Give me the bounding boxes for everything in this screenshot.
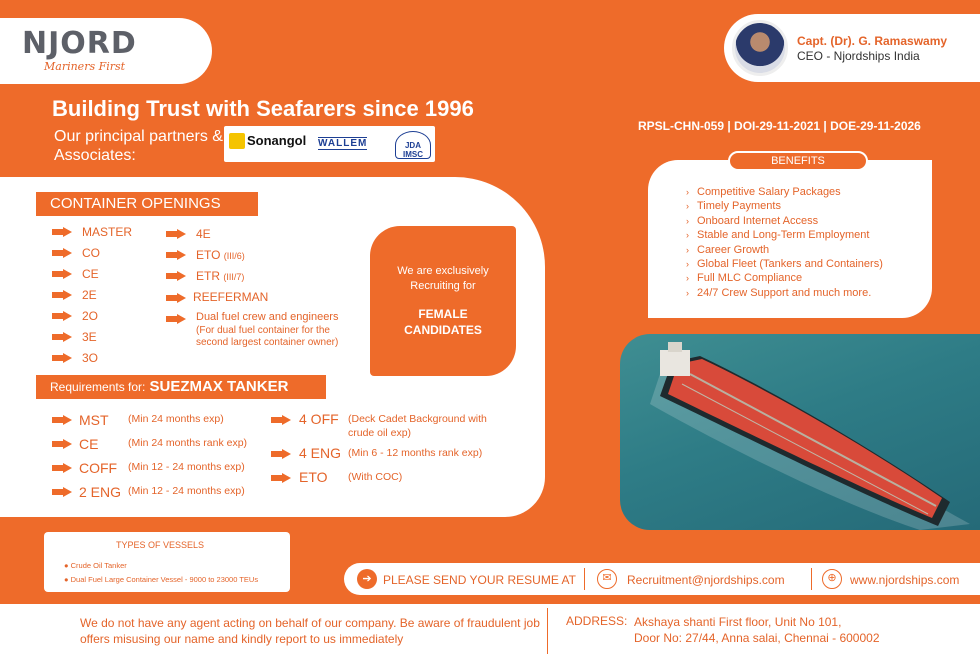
position-label: 2E xyxy=(82,288,97,302)
chevron-right-icon: › xyxy=(686,201,689,212)
position-label: COFF xyxy=(79,460,118,476)
arrow-right-icon xyxy=(52,227,72,237)
chevron-right-icon: › xyxy=(686,187,689,197)
address: Akshaya shanti First floor, Unit No 101, Door No: 27/44, Anna salai, Chennai - 600002 xyxy=(634,615,880,645)
arrow-circle-icon: ➔ xyxy=(357,569,377,589)
address-label: ADDRESS: xyxy=(566,614,628,628)
sonangol-logo: Sonangol xyxy=(247,133,307,148)
ceo-name: Capt. (Dr). G. Ramaswamy xyxy=(797,34,948,48)
tanker-ship-image xyxy=(620,334,980,530)
tanker-requirements-title: Requirements for: SUEZMAX TANKER xyxy=(36,375,326,399)
chevron-right-icon: › xyxy=(686,287,689,298)
position-note: (Min 24 months rank exp) xyxy=(128,437,248,449)
position-note: crude oil exp) xyxy=(348,427,412,439)
arrow-right-icon xyxy=(271,449,291,459)
chevron-right-icon: › xyxy=(686,244,689,255)
divider xyxy=(547,608,548,654)
arrow-right-icon xyxy=(52,463,72,473)
position-label: ETO (III/6) xyxy=(196,248,245,262)
arrow-right-icon xyxy=(52,290,72,300)
arrow-right-icon xyxy=(271,415,291,425)
position-label: 3O xyxy=(82,351,99,365)
arrow-right-icon xyxy=(52,332,72,342)
wallem-logo: WALLEM xyxy=(318,138,368,149)
position-note: (Deck Cadet Background with xyxy=(348,413,487,425)
position-label: Dual fuel crew and engineers xyxy=(196,311,339,323)
list-item: › Timely Payments xyxy=(686,200,781,213)
position-note: (Min 12 - 24 months exp) xyxy=(128,461,245,473)
arrow-right-icon xyxy=(166,229,186,239)
arrow-right-icon xyxy=(52,311,72,321)
list-item: › Competitive Salary Packages xyxy=(686,186,841,198)
arrow-right-icon xyxy=(52,248,72,258)
company-logo: NJORD xyxy=(22,26,137,61)
list-item: ● Dual Fuel Large Container Vessel - 9000 to 23000 TEUs xyxy=(64,575,259,584)
position-label: 4E xyxy=(196,227,211,241)
position-note: (With COC) xyxy=(348,471,403,483)
position-label: MASTER xyxy=(82,225,133,239)
position-note: second largest container owner) xyxy=(196,337,339,348)
benefits-list xyxy=(686,185,883,300)
sonangol-logo-mark xyxy=(229,133,245,149)
arrow-right-icon xyxy=(52,487,72,497)
ceo-avatar xyxy=(732,20,788,76)
chevron-right-icon: › xyxy=(686,230,689,241)
female-main-text: FEMALE CANDIDATES xyxy=(404,307,482,337)
benefits-title: BENEFITS xyxy=(728,151,868,171)
arrow-right-icon xyxy=(166,271,186,281)
license-info: RPSL-CHN-059 | DOI-29-11-2021 | DOE-29-11-2026 xyxy=(638,119,921,133)
website-link[interactable]: www.njordships.com xyxy=(850,573,960,587)
female-candidates-badge xyxy=(370,226,516,376)
bullet-icon: ● xyxy=(64,575,71,584)
arrow-right-icon xyxy=(52,439,72,449)
position-label: 3E xyxy=(82,330,97,344)
position-note: (Min 12 - 24 months exp) xyxy=(128,485,245,497)
globe-icon: ⊕ xyxy=(822,569,842,589)
arrow-right-icon xyxy=(52,415,72,425)
list-item: › Onboard Internet Access xyxy=(686,214,819,227)
bullet-icon: ● xyxy=(64,561,71,570)
chevron-right-icon: › xyxy=(686,215,689,226)
arrow-right-icon xyxy=(52,269,72,279)
arrow-right-icon xyxy=(52,353,72,363)
arrow-right-icon xyxy=(166,293,186,303)
list-item: › Full MLC Compliance xyxy=(686,272,803,285)
position-label: ETR (III/7) xyxy=(196,269,245,283)
ceo-role: CEO - Njordships India xyxy=(797,49,920,63)
position-label: 2O xyxy=(82,309,99,323)
arrow-right-icon xyxy=(166,314,186,324)
chevron-right-icon: › xyxy=(686,258,689,269)
position-note: (Min 6 - 12 months rank exp) xyxy=(348,447,483,459)
list-item: › Stable and Long-Term Employment xyxy=(686,229,870,242)
vessel-types-title: TYPES OF VESSELS xyxy=(115,540,205,550)
position-label: CO xyxy=(82,246,100,260)
position-label: CE xyxy=(79,436,99,452)
position-note: (Min 24 months exp) xyxy=(128,413,224,425)
female-sub-text: We are exclusively Recruiting for xyxy=(397,265,489,292)
position-label: 4 OFF xyxy=(299,411,339,427)
position-note: (For dual fuel container for the xyxy=(196,325,330,336)
divider xyxy=(584,568,585,590)
list-item: › 24/7 Crew Support and much more. xyxy=(686,286,872,299)
logo-tagline: Mariners First xyxy=(44,60,126,73)
partners-label: Our principal partners & Associates: xyxy=(54,128,223,164)
position-label: REEFERMAN xyxy=(193,290,269,304)
mail-icon: ✉ xyxy=(597,569,617,589)
position-label: 2 ENG xyxy=(79,484,122,500)
container-openings-title: CONTAINER OPENINGS xyxy=(36,192,258,216)
position-label: MST xyxy=(79,412,109,428)
list-item: › Career Growth xyxy=(686,243,770,256)
list-item: › Global Fleet (Tankers and Containers) xyxy=(686,257,883,270)
fraud-warning: We do not have any agent acting on behalf of our company. Be aware of fraudulent job offers misusing our name and kindly report to us immediately xyxy=(80,616,540,646)
resume-instruction: PLEASE SEND YOUR RESUME AT xyxy=(383,573,576,587)
position-label: CE xyxy=(82,267,99,281)
arrow-right-icon xyxy=(166,250,186,260)
arrow-right-icon xyxy=(271,473,291,483)
list-item: ● Crude Oil Tanker xyxy=(64,561,127,570)
divider xyxy=(811,568,812,590)
position-label: ETO xyxy=(299,469,328,485)
imsc-logo: JDA IMSC xyxy=(395,131,431,159)
chevron-right-icon: › xyxy=(686,273,689,284)
email-link[interactable]: Recruitment@njordships.com xyxy=(627,573,785,587)
position-label: 4 ENG xyxy=(299,445,342,461)
headline: Building Trust with Seafarers since 1996 xyxy=(52,96,474,121)
